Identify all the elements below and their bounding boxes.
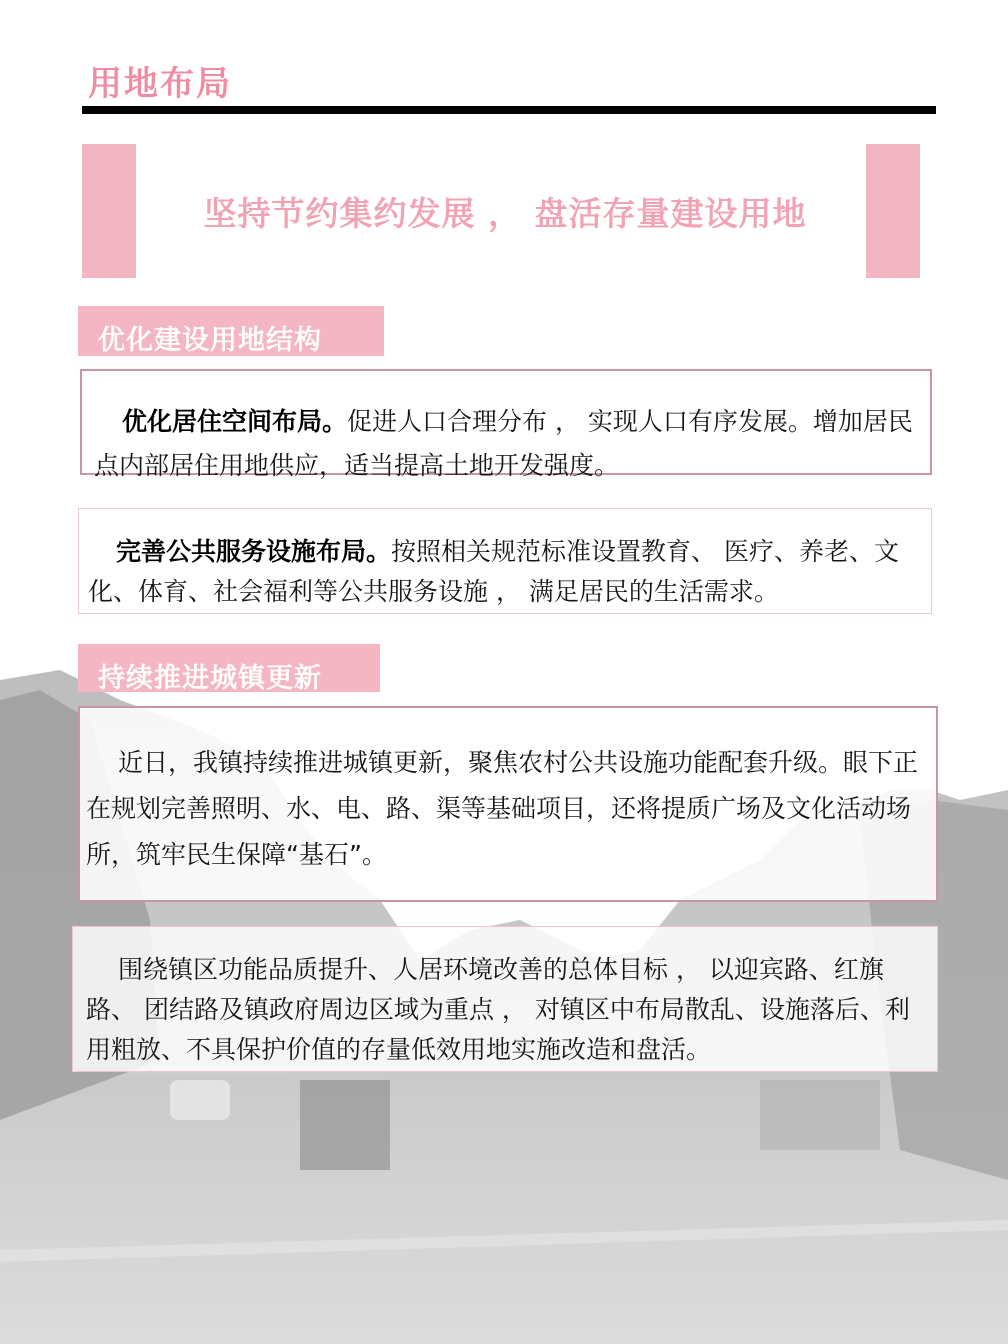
banner-left-bar <box>82 144 136 278</box>
section-heading-land-structure: 优化建设用地结构 <box>78 306 384 356</box>
paragraph-residential-layout <box>94 400 930 488</box>
page-title: 用地布局 <box>88 64 232 104</box>
paragraph-body: 按照相关规范标准设置教育、 医疗、养老、文化、体育、社会福利等公共服务设施 ， 满足居民的生活需求。 <box>88 537 899 606</box>
section-heading-town-renewal: 持续推进城镇更新 <box>78 644 380 692</box>
banner-right-bar <box>866 144 920 278</box>
paragraph-lead: 完善公共服务设施布局。 <box>116 537 392 566</box>
title-divider <box>82 106 936 114</box>
banner-headline: 坚持节约集约发展 ， 盘活存量建设用地 <box>203 194 807 233</box>
paragraph-public-services <box>88 532 924 612</box>
paragraph-lead: 优化居住空间布局。 <box>122 407 348 436</box>
paragraph-town-quality: 围绕镇区功能品质提升、人居环境改善的总体目标 ， 以迎宾路、红旗路、 团结路及镇政府周边区域为重点 ， 对镇区中布局散乱、设施落后、利用粗放、不具保护价值的存量低效用地实施改造和盘活。 <box>86 955 910 1064</box>
paragraph-town-renewal: 近日，我镇持续推进城镇更新，聚焦农村公共设施功能配套升级。眼下正在规划完善照明、水、电、路、渠等基础项目，还将提质广场及文化活动场所，筑牢民生保障“基石”。 <box>86 748 919 869</box>
paragraph-body: 促进人口合理分布 ， 实现人口有序发展。增加居民点内部居住用地供应，适当提高土地开发强度。 <box>94 407 913 480</box>
